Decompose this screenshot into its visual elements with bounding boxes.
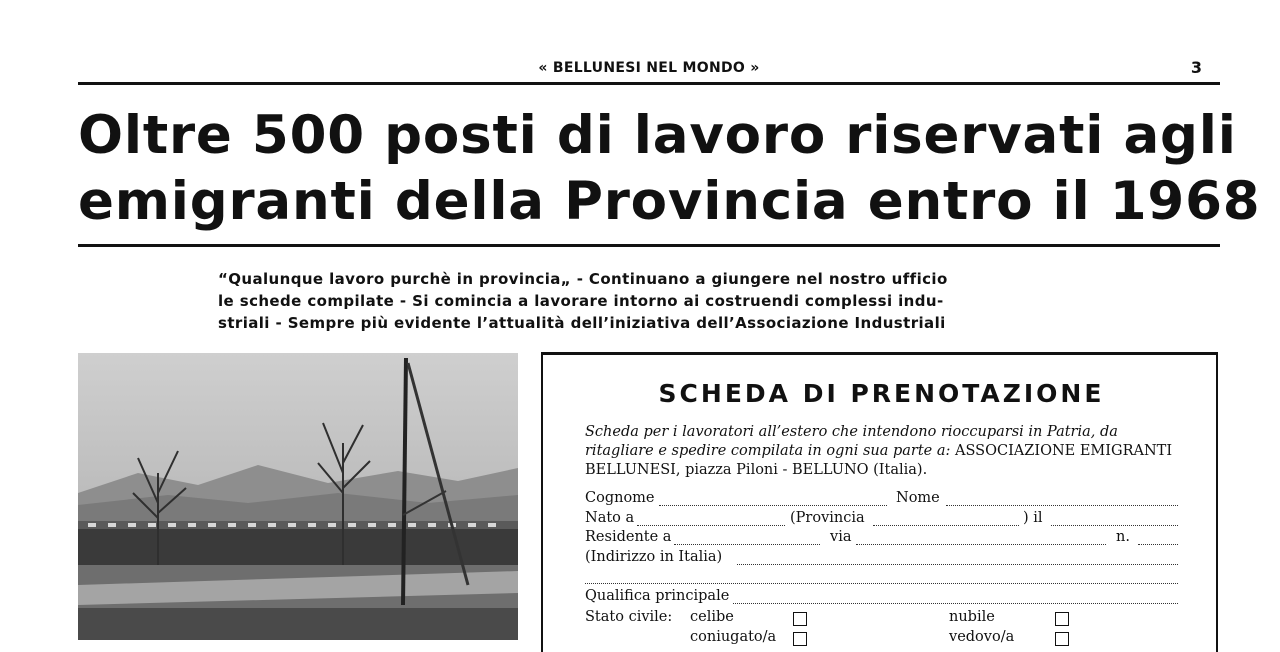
numero-label: n. [1116, 529, 1130, 545]
provincia-field[interactable] [873, 525, 1019, 526]
subhead-line-1: “Qualunque lavoro purchè in provincia„ - Continuano a giungere nel nostro ufficio [218, 270, 948, 288]
form-intro-address: ASSOCIAZIONE EMIGRANTI BELLUNESI, piazza Piloni - BELLUNO (Italia). [585, 443, 1173, 478]
subheadline [218, 268, 1080, 334]
page-number: 3 [1190, 58, 1202, 77]
indirizzo-italia-label: (Indirizzo in Italia) [585, 549, 723, 565]
nubile-label: nubile [949, 609, 995, 625]
top-rule [78, 82, 1220, 85]
via-label: via [830, 529, 852, 545]
residente-a-field[interactable] [674, 544, 820, 545]
reservation-form [541, 352, 1218, 652]
form-intro-italic: Scheda per i lavoratori all’estero che intendono rioccuparsi in Patria, da ritagliare e spedire compilata in ogni sua parte a: [585, 424, 1118, 459]
residente-a-label: Residente a [585, 529, 672, 545]
vedovo-checkbox[interactable] [1055, 632, 1069, 646]
data-nascita-field[interactable] [1051, 525, 1178, 526]
celibe-checkbox[interactable] [793, 612, 807, 626]
via-field[interactable] [856, 544, 1106, 545]
vedovo-label: vedovo/a [949, 629, 1015, 645]
nome-label: Nome [896, 490, 940, 506]
publication-name: « BELLUNESI NEL MONDO » [538, 60, 760, 76]
form-intro [585, 423, 1180, 480]
headline [78, 103, 1261, 235]
subhead-line-3: striali - Sempre più evidente l’attualità dell’iniziativa dell’Associazione Industriali [218, 314, 946, 332]
provincia-label: (Provincia [790, 510, 865, 526]
nato-a-field[interactable] [637, 525, 785, 526]
indirizzo-italia-field[interactable] [737, 564, 1178, 565]
subhead-line-2: le schede compilate - Si comincia a lavorare intorno ai costruendi complessi indu- [218, 292, 944, 310]
nato-a-label: Nato a [585, 510, 635, 526]
construction-site-photo [78, 353, 518, 640]
cognome-field[interactable] [659, 505, 887, 506]
form-title: SCHEDA DI PRENOTAZIONE [658, 379, 1105, 408]
indirizzo-extra-line[interactable] [585, 583, 1178, 584]
qualifica-label: Qualifica principale [585, 588, 730, 604]
masthead [78, 58, 1220, 78]
coniugato-checkbox[interactable] [793, 632, 807, 646]
headline-line-1: Oltre 500 posti di lavoro riservati agli [78, 105, 1237, 166]
headline-line-2: emigranti della Provincia entro il 1968 [78, 171, 1261, 232]
stato-civile-label: Stato civile: [585, 609, 673, 625]
nome-field[interactable] [946, 505, 1178, 506]
qualifica-field[interactable] [733, 603, 1178, 604]
cognome-label: Cognome [585, 490, 655, 506]
coniugato-label: coniugato/a [690, 629, 777, 645]
celibe-label: celibe [690, 609, 734, 625]
nubile-checkbox[interactable] [1055, 612, 1069, 626]
data-nascita-label: ) il [1023, 510, 1043, 526]
numero-field[interactable] [1138, 544, 1178, 545]
headline-rule [78, 244, 1220, 247]
